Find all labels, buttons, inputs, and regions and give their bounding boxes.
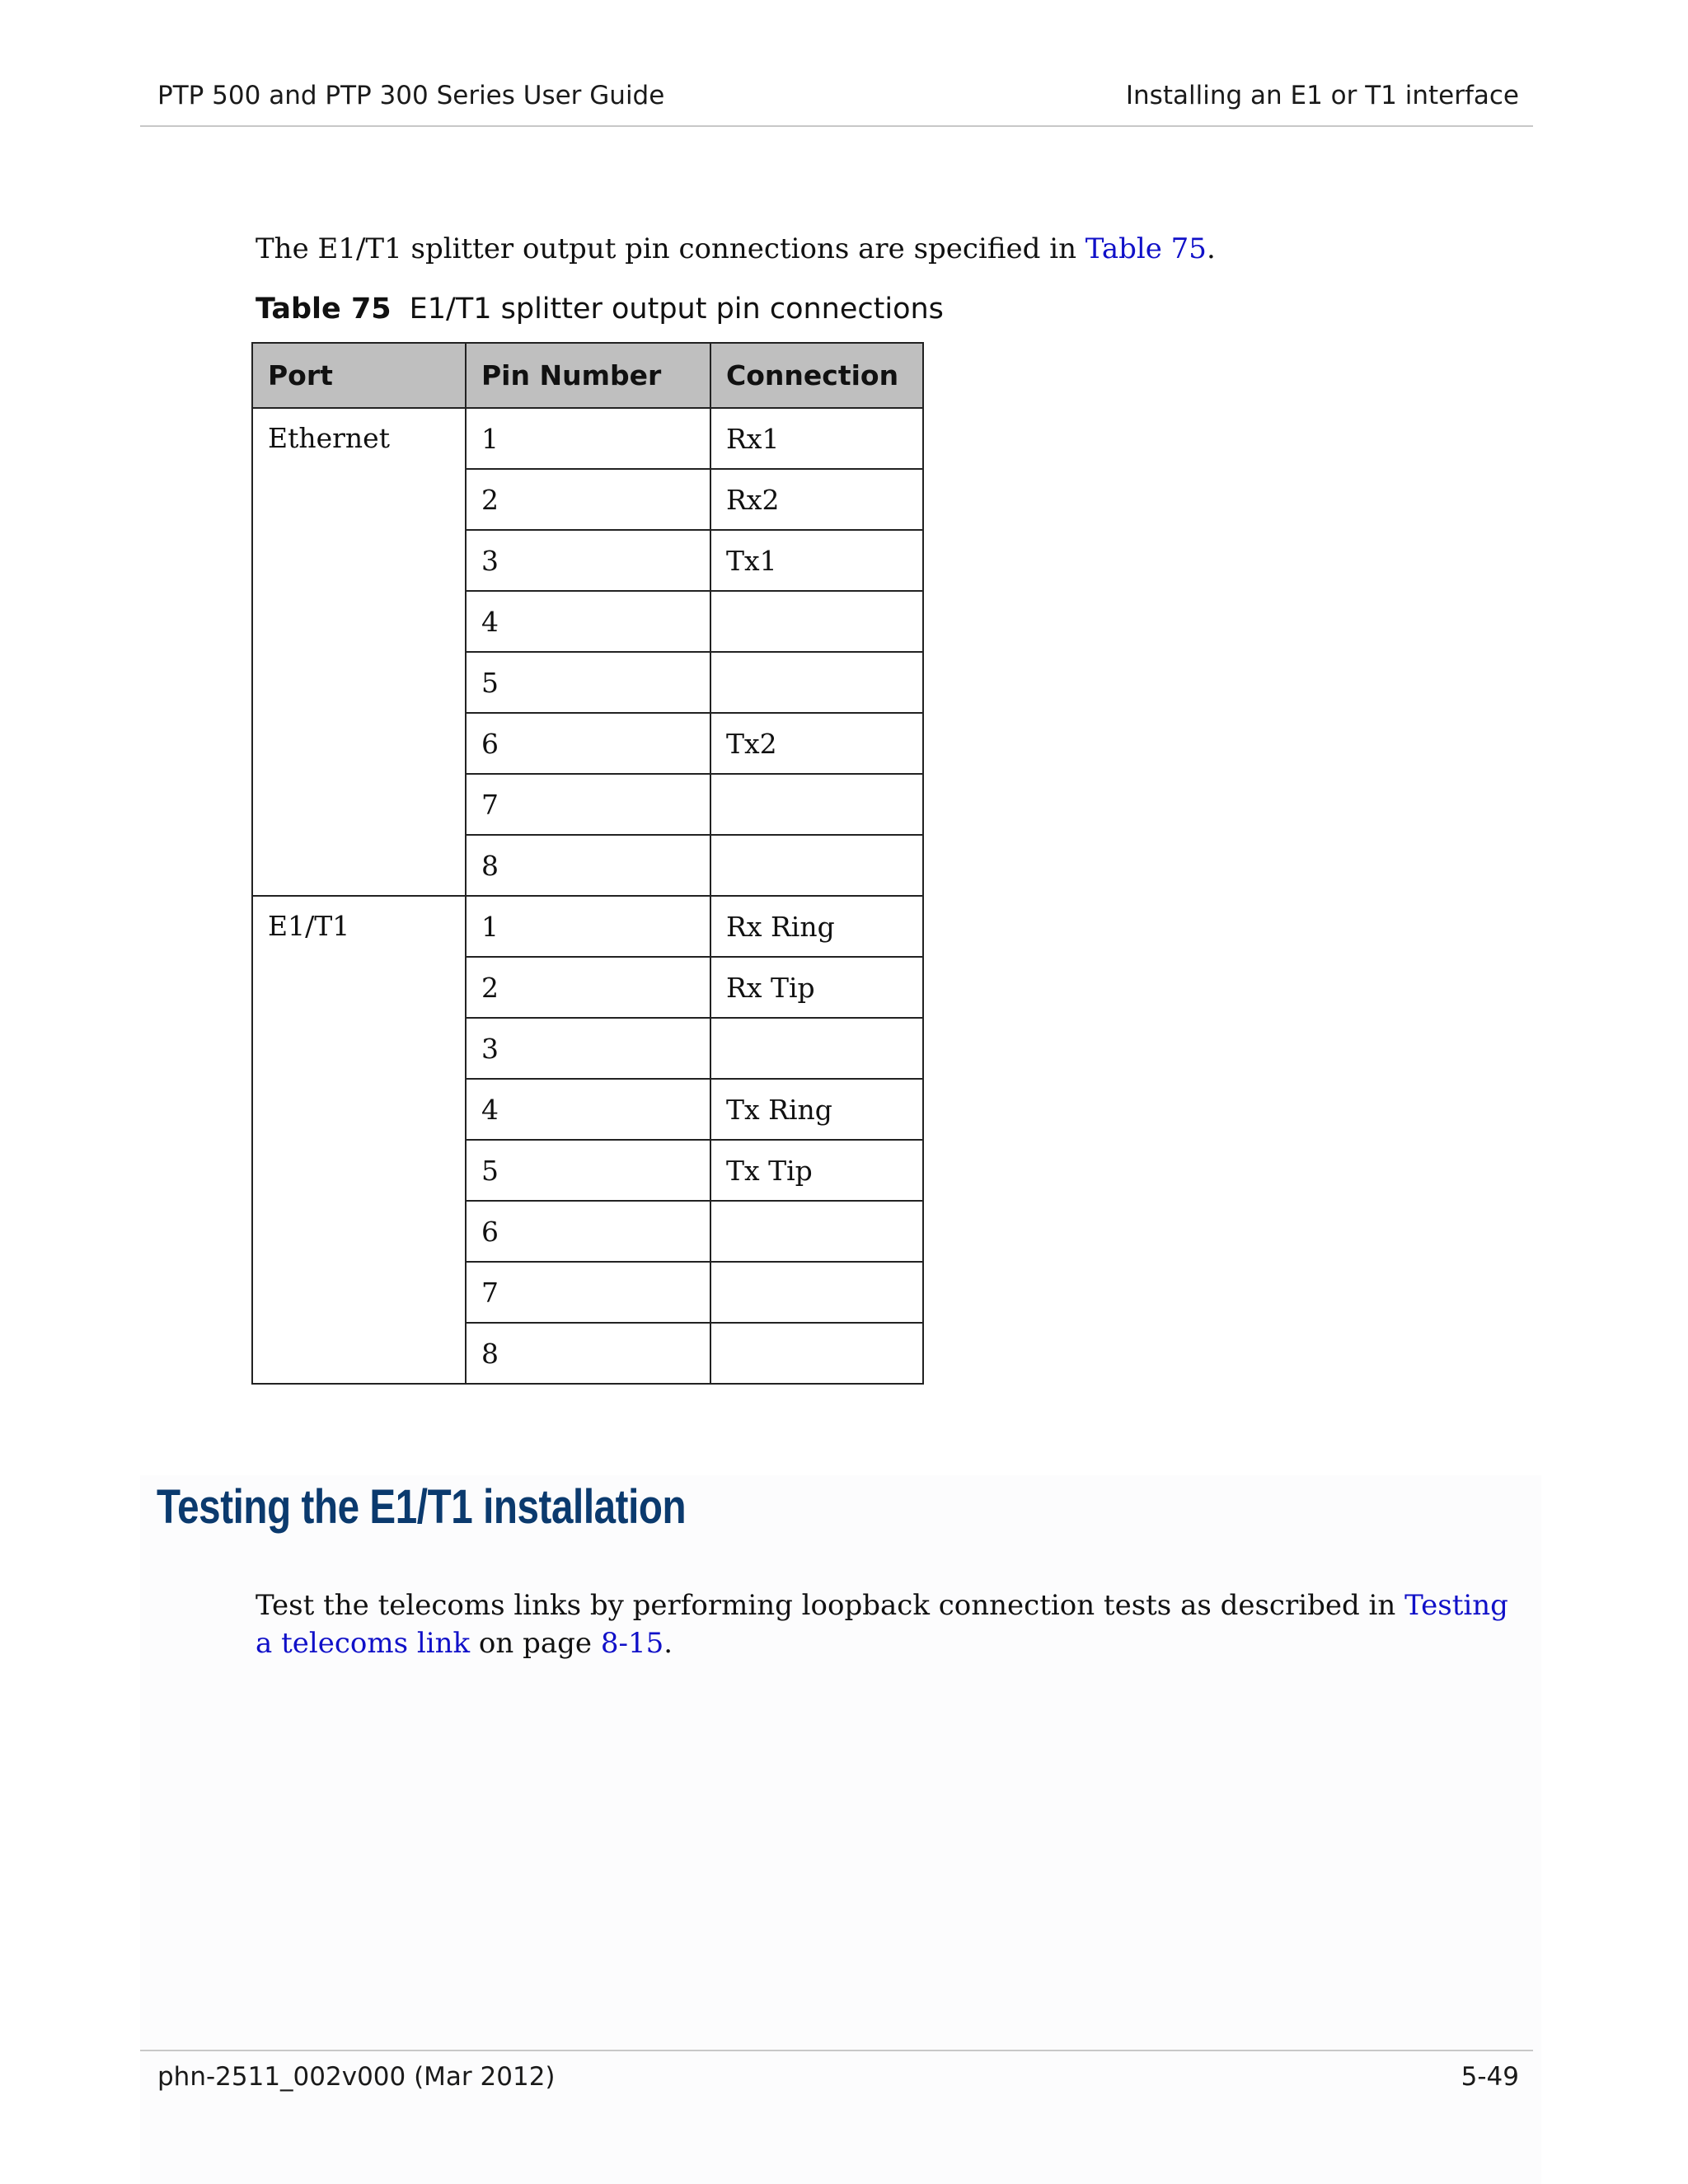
intro-period: .	[1206, 232, 1216, 265]
table-75-link[interactable]: Table 75	[1085, 232, 1207, 265]
footer-divider	[140, 2050, 1533, 2051]
column-header-pin-number: Pin Number	[466, 343, 710, 408]
connection-cell	[710, 1262, 923, 1323]
column-header-connection: Connection	[710, 343, 923, 408]
page-footer	[157, 2060, 1519, 2093]
section-text-middle: on page	[470, 1627, 601, 1660]
pin-cell: 2	[466, 957, 710, 1018]
pin-cell: 7	[466, 1262, 710, 1323]
section-heading: Testing the E1/T1 installation	[157, 1480, 687, 1534]
intro-paragraph	[256, 232, 1216, 265]
table-row	[252, 896, 923, 957]
pin-cell: 3	[466, 530, 710, 591]
pin-cell: 3	[466, 1018, 710, 1079]
port-cell-e1t1: E1/T1	[252, 896, 466, 1384]
page-reference-link[interactable]: 8-15	[600, 1627, 664, 1660]
table-header-row	[252, 343, 923, 408]
connection-cell: Rx Ring	[710, 896, 923, 957]
connection-cell	[710, 652, 923, 713]
header-divider	[140, 125, 1533, 127]
header-doc-title: PTP 500 and PTP 300 Series User Guide	[157, 81, 665, 110]
connection-cell: Tx Ring	[710, 1079, 923, 1140]
pin-cell: 8	[466, 1323, 710, 1384]
table-caption-text: E1/T1 splitter output pin connections	[409, 293, 944, 326]
footer-doc-id: phn-2511_002v000 (Mar 2012)	[157, 2062, 556, 2092]
header-chapter-title: Installing an E1 or T1 interface	[1125, 81, 1519, 110]
pin-cell: 8	[466, 835, 710, 896]
connection-cell: Tx1	[710, 530, 923, 591]
pin-cell: 4	[466, 1079, 710, 1140]
connection-cell	[710, 835, 923, 896]
table-caption-label: Table 75	[256, 293, 392, 326]
pin-cell: 1	[466, 408, 710, 469]
connection-cell: Tx Tip	[710, 1140, 923, 1201]
page-number: 5-49	[1461, 2062, 1519, 2092]
pin-cell: 6	[466, 1201, 710, 1262]
pin-cell: 7	[466, 774, 710, 835]
connection-cell: Tx2	[710, 713, 923, 774]
pin-cell: 5	[466, 652, 710, 713]
section-text: Test the telecoms links by performing loopback connection tests as described in	[256, 1589, 1405, 1622]
table-row	[252, 408, 923, 469]
connection-cell: Rx2	[710, 469, 923, 530]
connection-cell: Rx Tip	[710, 957, 923, 1018]
connection-cell: Rx1	[710, 408, 923, 469]
port-cell-ethernet: Ethernet	[252, 408, 466, 896]
pin-cell: 5	[466, 1140, 710, 1201]
pin-connections-table	[251, 342, 924, 1385]
pin-cell: 1	[466, 896, 710, 957]
pin-cell: 6	[466, 713, 710, 774]
column-header-port: Port	[252, 343, 466, 408]
section-paragraph	[256, 1586, 1525, 1662]
connection-cell	[710, 1018, 923, 1079]
connection-cell	[710, 1201, 923, 1262]
intro-text: The E1/T1 splitter output pin connections are specified in	[256, 232, 1085, 265]
page-header	[157, 79, 1519, 112]
pin-cell: 2	[466, 469, 710, 530]
testing-telecoms-link[interactable]: Testing a telecoms link	[256, 1589, 1508, 1660]
connection-cell	[710, 591, 923, 652]
section-period: .	[663, 1627, 673, 1660]
connection-cell	[710, 1323, 923, 1384]
connection-cell	[710, 774, 923, 835]
table-caption	[256, 293, 944, 326]
pin-cell: 4	[466, 591, 710, 652]
